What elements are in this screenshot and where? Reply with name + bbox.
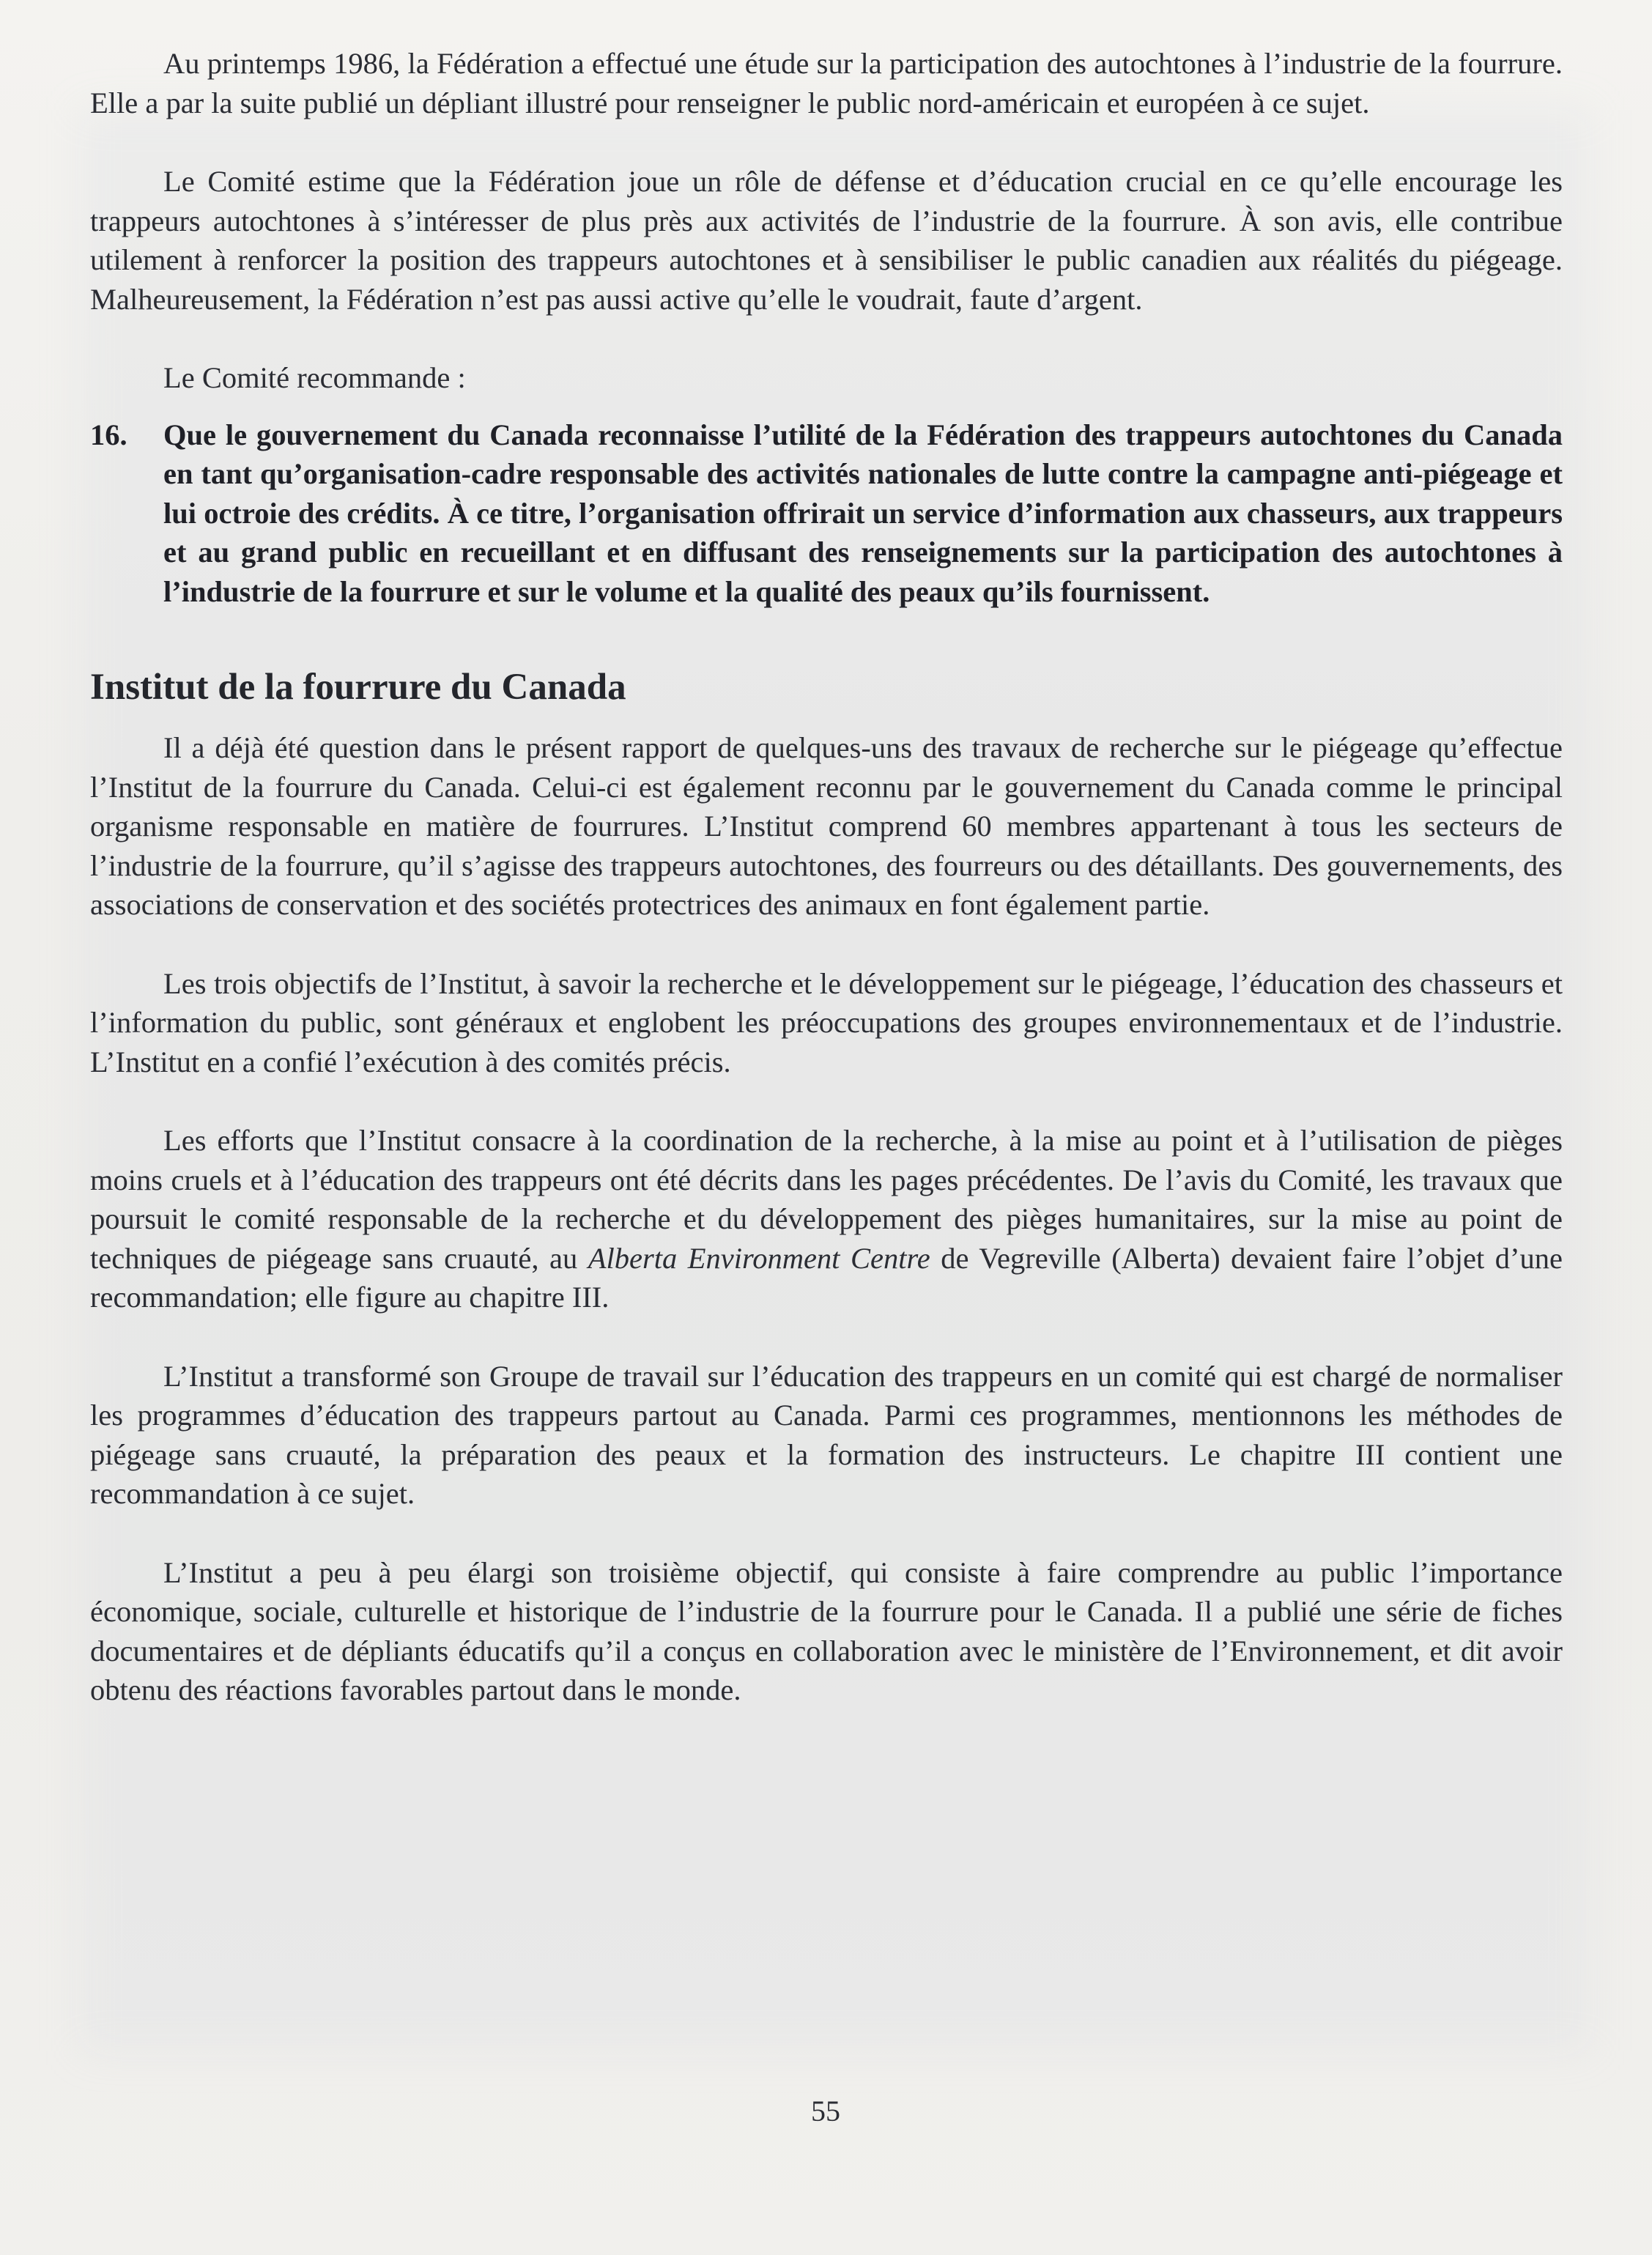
document-text-block bbox=[90, 44, 1563, 1749]
recommendation-number: 16. bbox=[90, 418, 127, 451]
section-title: Institut de la fourrure du Canada bbox=[90, 667, 626, 708]
paragraph-intro-2: Le Comité estime que la Fédération joue un rôle de défense et d’éducation crucial en ce qu’elle encourage les trappeurs autochtones à s’intéresser de plus près aux activités de l’industrie de la fourrure. À son avis, elle contribue utilement à renforcer la position des trappeurs autochtones et à sensibiliser le public canadien aux réalités du piégeage. Malheureusement, la Fédération n’est pas aussi active qu’elle le voudrait, faute d’argent. bbox=[90, 165, 1563, 316]
paragraph-section-1: Il a déjà été question dans le présent rapport de quelques-uns des travaux de recherche sur le piégeage qu’effectue l’Institut de la fourrure du Canada. Celui-ci est également reconnu par le gouvernement du Canada comme le principal organisme responsable en matière de fourrures. L’Institut comprend 60 membres appartenant à tous les secteurs de l’industrie de la fourrure, qu’il s’agisse des trappeurs autochtones, des fourreurs ou des détaillants. Des gouvernements, des associations de conservation et des sociétés protectrices des animaux en font également partie. bbox=[90, 731, 1563, 921]
paragraph-alberta-before: Les efforts que l’Institut consacre à la coordination de la recherche, à la mise au point et à l’utilisation de pièges moins cruels et à l’éducation des trappeurs ont été décrits dans les pages précédentes. De l’avis du Comité, les travaux que poursuit le comité responsable de la recherche et du développement des pièges humanitaires, sur la mise au point de techniques de piégeage sans cruauté, au bbox=[90, 1124, 1563, 1275]
paragraph-section-2: Les trois objectifs de l’Institut, à savoir la recherche et le développement sur le piégeage, l’éducation des chasseurs et l’information du public, sont généraux et englobent les préoccupations des groupes environnementaux et de l’industrie. L’Institut en a confié l’exécution à des comités précis. bbox=[90, 966, 1563, 1078]
alberta-centre-italic: Alberta Environment Centre bbox=[588, 1241, 930, 1275]
recommendation-16 bbox=[90, 415, 1563, 612]
paragraph-closing-1: L’Institut a transformé son Groupe de travail sur l’éducation des trappeurs en un comité qui est chargé de normaliser les programmes d’éducation des trappeurs partout au Canada. Parmi ces programmes, mentionnons les méthodes de piégeage sans cruauté, la préparation des peaux et la formation des instructeurs. Le chapitre III contient une recommandation à ce sujet. bbox=[90, 1359, 1563, 1510]
recommendation-text: Que le gouvernement du Canada reconnaisse l’utilité de la Fédération des trappeurs autochtones du Canada en tant qu’organisation-cadre responsable des activités nationales de lutte contre la campagne anti-piégeage et lui octroie des crédits. À ce titre, l’organisation offrirait un service d’information aux chasseurs, aux trappeurs et au grand public en recueillant et en diffusant des renseignements sur la participation des autochtones à l’industrie de la fourrure et sur le volume et la qualité des peaux qu’ils fournissent. bbox=[163, 418, 1563, 608]
paragraph-alberta-after: de Vegreville (Alberta) devaient faire l’objet d’une recommandation; elle figure au chapitre III. bbox=[90, 1241, 1563, 1314]
paragraph-intro-3: Le Comité recommande : bbox=[163, 361, 466, 394]
paragraph-intro-1: Au printemps 1986, la Fédération a effectué une étude sur la participation des autochtones à l’industrie de la fourrure. Elle a par la suite publié un dépliant illustré pour renseigner le public nord-américain et européen à ce sujet. bbox=[90, 47, 1563, 119]
paragraph-closing-2: L’Institut a peu à peu élargi son troisième objectif, qui consiste à faire comprendre au public l’importance économique, sociale, culturelle et historique de l’industrie de la fourrure pour le Canada. Il a publié une série de fiches documentaires et de dépliants éducatifs qu’il a conçus en collaboration avec le ministère de l’Environnement, et dit avoir obtenu des réactions favorables partout dans le monde. bbox=[90, 1555, 1563, 1706]
page-number: 55 bbox=[811, 2095, 840, 2128]
paragraph-alberta bbox=[90, 1121, 1563, 1317]
